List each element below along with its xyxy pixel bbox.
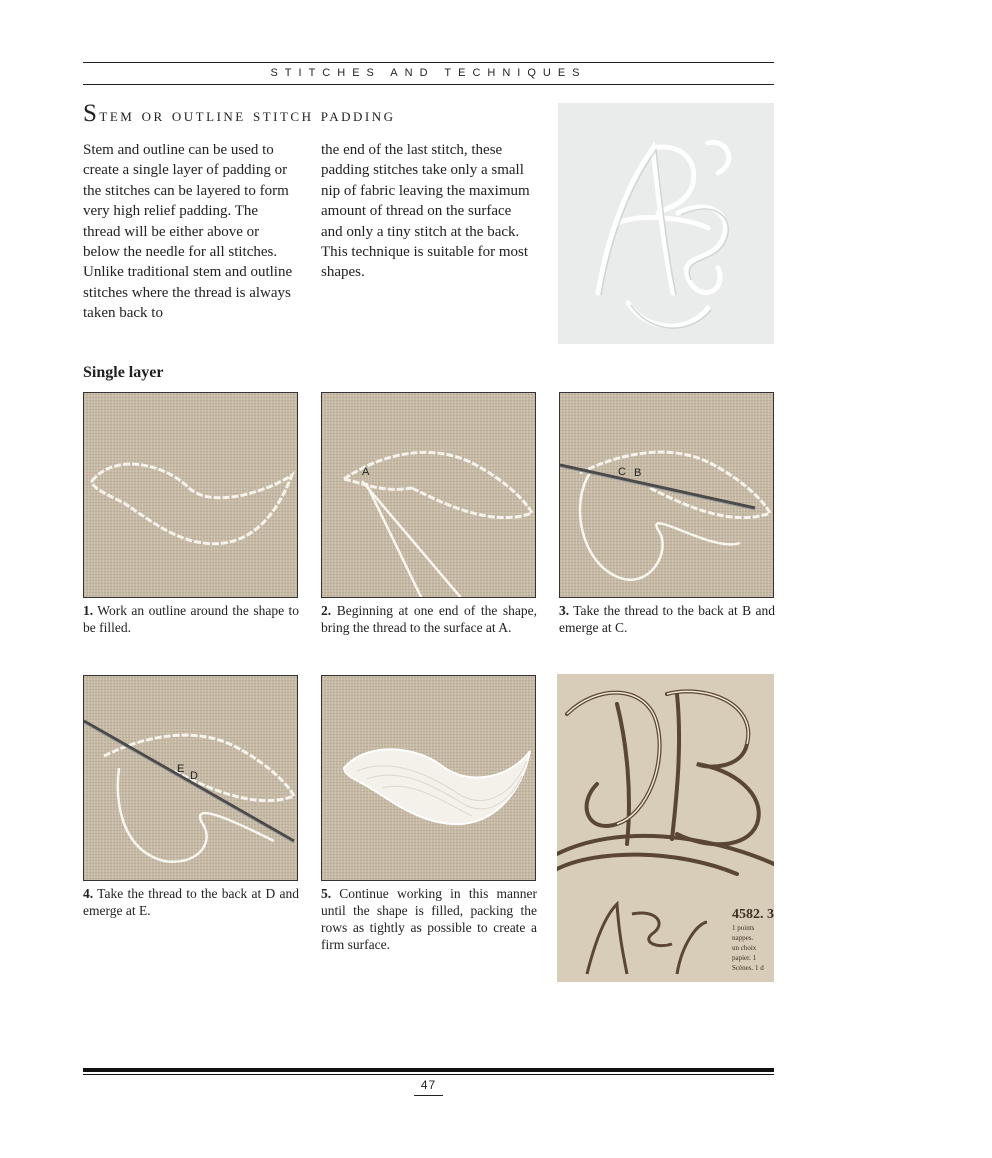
page-title — [83, 100, 396, 128]
running-head: STITCHES AND TECHNIQUES — [83, 62, 774, 85]
step-1-photo — [83, 392, 298, 598]
intro-column-1: Stem and outline can be used to create a single layer of padding or the stitches can be layered to form very high relief padding. The thread will be either above or below the needle for all stitches. Unlike traditional stem and outline stitches where the thread is always taken back to — [83, 142, 293, 322]
step-number: 2. — [321, 603, 332, 618]
step-2-caption — [321, 602, 537, 636]
point-label-a: A — [362, 466, 370, 478]
point-label-e: E — [177, 763, 185, 775]
step-number: 5. — [321, 886, 332, 901]
vintage-text-line: 4582. 3 — [732, 907, 774, 922]
step-text: Continue working in this manner until the shape is filled, packing the rows as tightly as possible to create a firm surface. — [321, 886, 537, 952]
vintage-text-line: Scènes. 1 d — [732, 964, 764, 972]
point-label-b: B — [634, 467, 642, 479]
point-label-c: C — [618, 466, 626, 478]
vintage-text-line: un choix — [732, 944, 757, 952]
step-5-caption — [321, 885, 537, 953]
vintage-text-line: nappes. — [732, 934, 754, 942]
step-number: 4. — [83, 886, 94, 901]
intro-column-2: the end of the last stitch, these padding stitches take only a small nip of fabric leaving the maximum amount of thread on the surface and only a tiny stitch at the back. This technique is suitable for most shapes. — [321, 142, 530, 281]
step-text: Take the thread to the back at B and emerge at C. — [559, 603, 775, 635]
monogram-photo — [558, 103, 774, 344]
title-initial: S — [83, 100, 100, 127]
step-4-photo — [83, 675, 298, 881]
page-number: 47 — [414, 1078, 443, 1096]
vintage-text-line: 1 points — [732, 924, 755, 932]
step-3-photo — [559, 392, 774, 598]
point-label-d: D — [190, 770, 198, 782]
vintage-monogram-image — [557, 674, 774, 982]
footer-rule — [83, 1068, 774, 1076]
step-2-photo — [321, 392, 536, 598]
step-text: Take the thread to the back at D and emerge at E. — [83, 886, 299, 918]
step-text: Beginning at one end of the shape, bring the thread to the surface at A. — [321, 603, 537, 635]
step-number: 3. — [559, 603, 570, 618]
section-heading: Single layer — [83, 364, 164, 381]
vintage-text-line: papier. 1 — [732, 954, 757, 962]
title-rest: tem or outline stitch padding — [99, 105, 396, 126]
step-3-caption — [559, 602, 775, 636]
step-5-photo — [321, 675, 536, 881]
step-text: Work an outline around the shape to be filled. — [83, 603, 299, 635]
step-number: 1. — [83, 603, 94, 618]
step-1-caption — [83, 602, 299, 636]
step-4-caption — [83, 885, 299, 919]
